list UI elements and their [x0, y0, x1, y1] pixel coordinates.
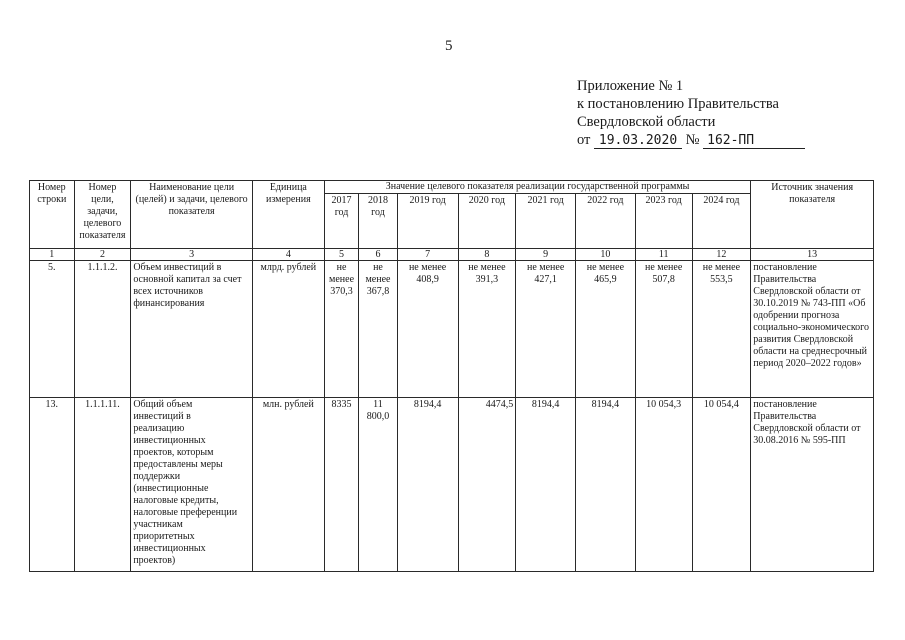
page-number: 5 [445, 38, 453, 54]
value-cell: не менее 391,3 [458, 261, 516, 398]
column-number: 9 [516, 249, 576, 261]
value-cell: 10 054,4 [692, 398, 751, 572]
appendix-line-2: к постановлению Правительства [577, 96, 779, 112]
column-number: 12 [692, 249, 751, 261]
column-number: 11 [635, 249, 692, 261]
goal-number: 1.1.1.11. [74, 398, 131, 572]
column-number: 13 [751, 249, 874, 261]
unit: млрд. рублей [252, 261, 324, 398]
header-value-group: Значение целевого показателя реализации государственной программы [324, 181, 751, 194]
value-cell: не менее 507,8 [635, 261, 692, 398]
value-cell: 11 800,0 [359, 398, 397, 572]
value-cell: 8194,4 [397, 398, 458, 572]
header-year: 2022 год [576, 194, 636, 249]
value-cell: не менее 408,9 [397, 261, 458, 398]
value-cell: не менее 553,5 [692, 261, 751, 398]
column-number-row [30, 249, 874, 261]
value-cell: не менее 427,1 [516, 261, 576, 398]
appendix-header [577, 77, 805, 149]
number-prefix: № [685, 132, 700, 148]
header-year: 2023 год [635, 194, 692, 249]
value-cell: 10 054,3 [635, 398, 692, 572]
source: постановление Правительства Свердловской области от 30.10.2019 № 743-ПП «Об одобрении прогноза социально-экономического развития Свердловской области на среднесрочный период 2020–2022 годов» [751, 261, 874, 398]
indicator-name: Объем инвестиций в основной капитал за счет всех источников финансирования [131, 261, 253, 398]
appendix-date-line [577, 131, 805, 149]
header-goal-number: Номер цели, задачи, целевого показателя [74, 181, 131, 249]
column-number: 3 [131, 249, 253, 261]
header-year: 2019 год [397, 194, 458, 249]
column-number: 7 [397, 249, 458, 261]
header-unit: Единица измерения [252, 181, 324, 249]
resolution-date: 19.03.2020 [594, 133, 682, 149]
column-number: 10 [576, 249, 636, 261]
value-cell: 4474,5 [458, 398, 516, 572]
value-cell: 8335 [324, 398, 358, 572]
resolution-number: 162-ПП [703, 133, 805, 149]
column-number: 1 [30, 249, 75, 261]
appendix-line-3: Свердловской области [577, 114, 716, 130]
value-cell: 8194,4 [516, 398, 576, 572]
row-number: 5. [30, 261, 75, 398]
value-cell: не менее 367,8 [359, 261, 397, 398]
header-name: Наименование цели (целей) и задачи, целевого показателя [131, 181, 253, 249]
appendix-title: Приложение № 1 [577, 78, 684, 94]
date-prefix: от [577, 132, 591, 148]
column-number: 6 [359, 249, 397, 261]
value-cell: 8194,4 [576, 398, 636, 572]
indicator-name: Общий объем инвестиций в реализацию инвестиционных проектов, которым предоставлены меры поддержки (инвестиционные налоговые кредиты, налоговые преференции участникам приоритетных инвестиционных проектов) [131, 398, 253, 572]
goal-number: 1.1.1.2. [74, 261, 131, 398]
value-cell: не менее 370,3 [324, 261, 358, 398]
table-row [30, 261, 874, 398]
header-year: 2024 год [692, 194, 751, 249]
column-number: 4 [252, 249, 324, 261]
header-year: 2020 год [458, 194, 516, 249]
unit: млн. рублей [252, 398, 324, 572]
header-year: 2021 год [516, 194, 576, 249]
column-number: 5 [324, 249, 358, 261]
header-year: 2017 год [324, 194, 358, 249]
header-row-number: Номер строки [30, 181, 75, 249]
header-row-1 [30, 181, 874, 194]
header-source: Источник значения показателя [751, 181, 874, 249]
column-number: 2 [74, 249, 131, 261]
column-number: 8 [458, 249, 516, 261]
source: постановление Правительства Свердловской области от 30.08.2016 № 595-ПП [751, 398, 874, 572]
row-number: 13. [30, 398, 75, 572]
value-cell: не менее 465,9 [576, 261, 636, 398]
table-row [30, 398, 874, 572]
indicators-table [29, 180, 874, 572]
header-year: 2018 год [359, 194, 397, 249]
